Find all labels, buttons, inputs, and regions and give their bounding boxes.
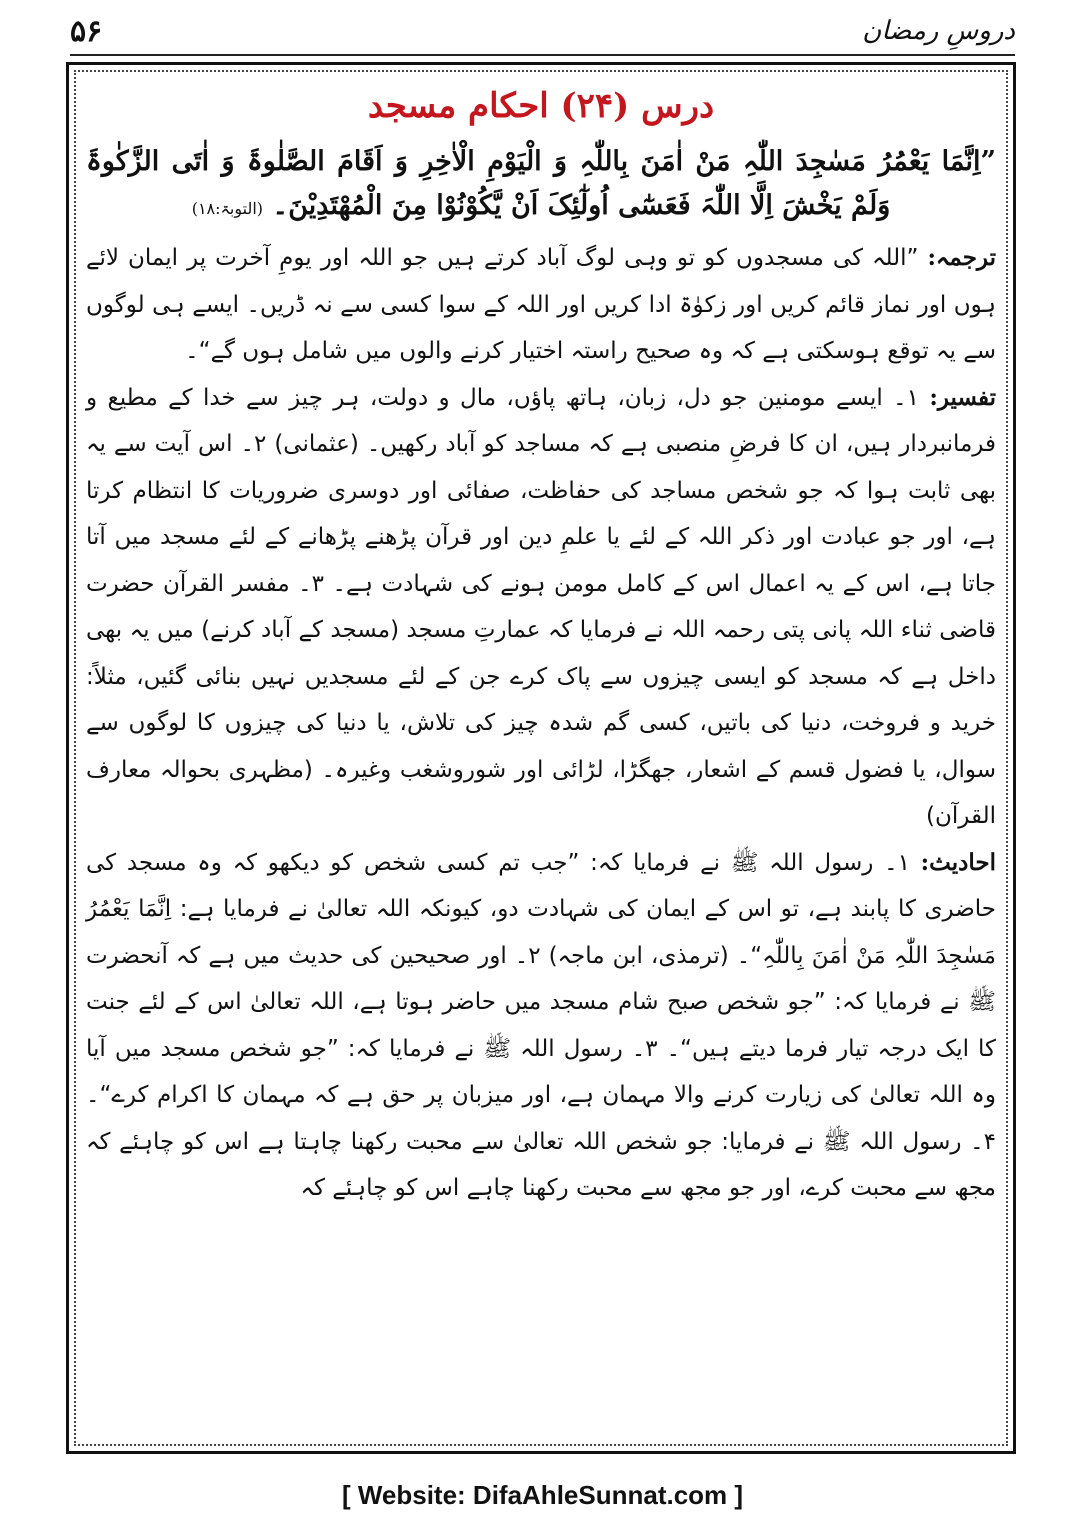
translation-paragraph xyxy=(86,235,996,375)
page-body xyxy=(74,70,1008,1446)
ahadith-paragraph xyxy=(86,840,996,1212)
verse-text: ”اِنَّمَا یَعْمُرُ مَسٰجِدَ اللّٰہِ مَنْ اٰمَنَ بِاللّٰہِ وَ الْیَوْمِ الْاٰخِرِ وَ اَقَامَ الصَّلٰوۃَ وَ اٰتَی الزَّکٰوۃَ وَلَمْ یَخْشَ اِلَّا اللّٰہَ فَعَسٰٓی اُولٰٓئِکَ اَنْ یَّکُوْنُوْا مِنَ الْمُھْتَدِیْنَ۔ xyxy=(86,146,996,221)
book-title: دروسِ رمضان xyxy=(862,16,1015,46)
ahadith-text: ۱۔ رسول اللہ ﷺ نے فرمایا کہ: ”جب تم کسی شخص کو دیکھو کہ وہ مسجد کی حاضری کا پابند ہے، تو اس کے ایمان کی شہادت دو، کیونکہ اللہ تعالیٰ نے فرمایا ہے: اِنَّمَا یَعْمُرُ مَسٰجِدَ اللّٰہِ مَنْ اٰمَنَ بِاللّٰہِ“۔ (ترمذی، ابن ماجہ) ۲۔ اور صحیحین کی حدیث میں ہے کہ آنحضرت ﷺ نے فرمایا کہ: ”جو شخص صبح شام مسجد میں حاضر ہوتا ہے، اللہ تعالیٰ اس کے لئے جنت کا ایک درجہ تیار فرما دیتے ہیں“۔ ۳۔ رسول اللہ ﷺ نے فرمایا کہ: ”جو شخص مسجد میں آیا وہ اللہ تعالیٰ کی زیارت کرنے والا مہمان ہے، اور میزبان پر حق ہے کہ مہمان کا اکرام کرے“۔ ۴۔ رسول اللہ ﷺ نے فرمایا: جو شخص اللہ تعالیٰ سے محبت رکھنا چاہتا ہے اس کو چاہئے کہ مجھ سے محبت کرے، اور جو مجھ سے محبت رکھنا چاہے اس کو چاہئے کہ xyxy=(86,849,996,1201)
translation-label: ترجمہ: xyxy=(927,244,997,271)
tafseer-text: ۱۔ ایسے مومنین جو دل، زبان، ہاتھ پاؤں، مال و دولت، ہر چیز سے خدا کے مطیع و فرمانبردار ہیں، ان کا فرضِ منصبی ہے کہ مساجد کو آباد رکھیں۔ (عثمانی) ۲۔ اس آیت سے یہ بھی ثابت ہوا کہ جو شخص مساجد کی حفاظت، صفائی اور دوسری ضروریات کا انتظام کرتا ہے، اور جو عبادت اور ذکر اللہ کے لئے یا علمِ دین اور قرآن پڑھنے پڑھانے کے لئے مسجد میں آتا جاتا ہے، اس کے یہ اعمال اس کے کامل مومن ہونے کی شہادت ہے۔ ۳۔ مفسر القرآن حضرت قاضی ثناء اللہ پانی پتی رحمہ اللہ نے فرمایا کہ عمارتِ مسجد (مسجد کے آباد کرنے) میں یہ بھی داخل ہے کہ مسجد کو ایسی چیزوں سے پاک کرے جن کے لئے مسجدیں نہیں بنائی گئیں، مثلاً: خرید و فروخت، دنیا کی باتیں، کسی گم شدہ چیز کی تلاش، یا دنیا کی چیزوں کا لوگوں سے سوال، یا فضول قسم کے اشعار، جھگڑا، لڑائی اور شوروشغب وغیرہ۔ xyxy=(86,384,996,783)
page-number: ۵۶ xyxy=(70,13,103,49)
website-footer: [ Website: DifaAhleSunnat.com ] xyxy=(341,1480,744,1510)
verse-reference: (التوبۃ:۱۸) xyxy=(191,199,264,218)
tafseer-label: تفسیر: xyxy=(929,383,997,411)
lesson-title: درس (۲۴) احکام مسجد xyxy=(367,86,715,126)
translation-text: ”اللہ کی مسجدوں کو تو وہی لوگ آباد کرتے ہیں جو اللہ اور یومِ آخرت پر ایمان لائے ہوں اور نماز قائم کریں اور زکوٰۃ ادا کریں اور اللہ کے سوا کسی سے نہ ڈریں۔ ایسے ہی لوگوں سے یہ توقع ہوسکتی ہے کہ وہ صحیح راستہ اختیار کرنے والوں میں شامل ہوں گے“۔ xyxy=(86,245,996,364)
tafseer-paragraph xyxy=(86,375,996,840)
quran-verse xyxy=(86,140,996,231)
page-frame xyxy=(66,62,1016,1454)
ahadith-label: احادیث: xyxy=(920,848,996,876)
running-header xyxy=(70,8,1015,56)
tafseer-citation: (مظہری بحوالہ معارف القرآن) xyxy=(86,756,996,829)
